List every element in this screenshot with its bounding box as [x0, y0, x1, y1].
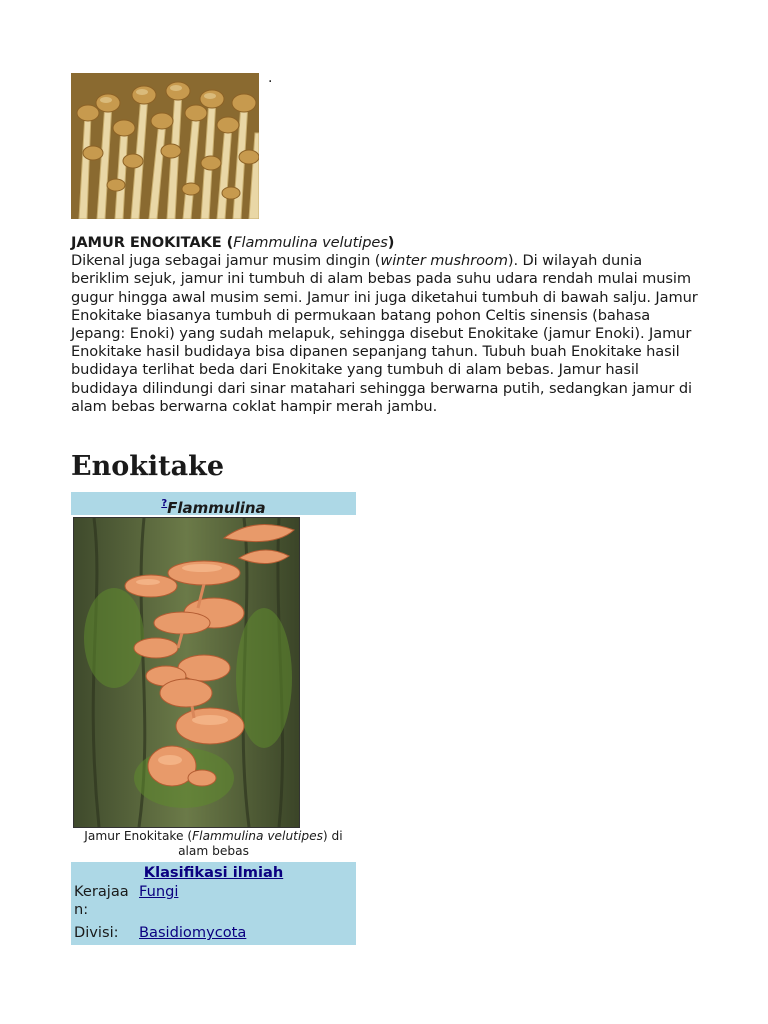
wild-enokitake-photo — [73, 517, 300, 828]
enoki-cluster-photo — [71, 73, 259, 219]
division-label: Divisi: — [74, 924, 119, 941]
classification-box — [71, 862, 356, 945]
division-link[interactable]: Basidiomycota — [139, 924, 247, 941]
photo-caption: Jamur Enokitake (Flammulina velutipes) di alam bebas — [84, 829, 343, 858]
infobox-genus-bar — [71, 492, 356, 515]
classification-link[interactable]: Klasifikasi ilmiah — [143, 864, 284, 881]
section-heading: Enokitake — [71, 451, 225, 482]
kingdom-label: Kerajaan: — [74, 883, 129, 918]
help-link[interactable]: ? — [161, 498, 168, 509]
stray-dot: . — [268, 70, 273, 86]
article-heading: JAMUR ENOKITAKE (Flammulina velutipes) — [71, 234, 395, 251]
genus-name: Flammulina — [167, 499, 266, 517]
article-paragraph: JAMUR ENOKITAKE (Flammulina velutipes) Dikenal juga sebagai jamur musim dingin (winter mushroom). Di wilayah dunia beriklim sejuk, jamur ini tumbuh di alam bebas pada suhu udara rendah mulai musim gugur hingga awal musim semi. Jamur ini juga diketahui tumbuh di bawah salju. Jamur Enokitake biasanya tumbuh di permukaan batang pohon Celtis sinensis (bahasa Jepang: Enoki) yang sudah melapuk, sehingga disebut Enokitake (jamur Enoki). Jamur Enokitake hasil budidaya bisa dipanen sepanjang tahun. Tubuh buah Enokitake hasil budidaya terlihat beda dari Enokitake yang tumbuh di alam bebas. Jamur hasil budidaya dilindungi dari sinar matahari sehingga berwarna putih, sedangkan jamur di alam bebas berwarna coklat hampir merah jambu. — [71, 234, 698, 415]
article-text — [71, 234, 701, 416]
kingdom-link[interactable]: Fungi — [139, 883, 179, 900]
